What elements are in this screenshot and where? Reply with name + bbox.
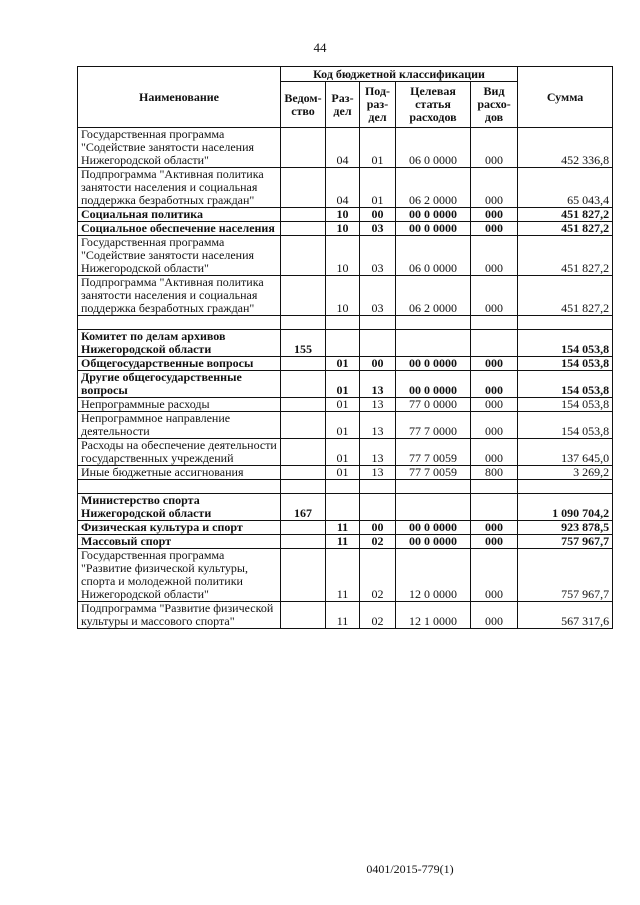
- empty-cell: [518, 316, 613, 330]
- row-razdel: 01: [326, 466, 360, 480]
- table-row: [78, 439, 613, 466]
- table-row: [78, 494, 613, 521]
- row-celevaya: 06 0 0000: [396, 236, 471, 276]
- row-name: Общегосударственные вопросы: [78, 357, 281, 371]
- table-row: [78, 168, 613, 208]
- row-summa: 137 645,0: [518, 439, 613, 466]
- row-summa: 451 827,2: [518, 208, 613, 222]
- row-name: Государственная программа "Развитие физической культуры, спорта и молодежной политики Нижегородской области": [78, 549, 281, 602]
- row-vedomstvo: [281, 398, 326, 412]
- row-celevaya: [396, 330, 471, 357]
- row-podrazdel: 00: [360, 208, 396, 222]
- row-podrazdel: 13: [360, 412, 396, 439]
- empty-cell: [78, 480, 281, 494]
- row-razdel: 01: [326, 371, 360, 398]
- row-podrazdel: 02: [360, 602, 396, 629]
- header-podrazdel: Под-раз-дел: [360, 82, 396, 128]
- row-vedomstvo: 167: [281, 494, 326, 521]
- table-row: [78, 222, 613, 236]
- row-celevaya: 06 2 0000: [396, 168, 471, 208]
- row-vedomstvo: [281, 412, 326, 439]
- row-name: Иные бюджетные ассигнования: [78, 466, 281, 480]
- row-podrazdel: 02: [360, 535, 396, 549]
- row-podrazdel: 00: [360, 521, 396, 535]
- row-name: Социальная политика: [78, 208, 281, 222]
- row-celevaya: 00 0 0000: [396, 222, 471, 236]
- table-row: [78, 330, 613, 357]
- row-razdel: 01: [326, 412, 360, 439]
- row-vid: 000: [471, 412, 518, 439]
- row-summa: 154 053,8: [518, 371, 613, 398]
- row-celevaya: 77 7 0059: [396, 439, 471, 466]
- row-razdel: 01: [326, 398, 360, 412]
- empty-cell: [360, 480, 396, 494]
- row-name: Государственная программа "Содействие занятости населения Нижегородской области": [78, 236, 281, 276]
- row-vid: 000: [471, 371, 518, 398]
- row-vid: 000: [471, 549, 518, 602]
- row-summa: 154 053,8: [518, 330, 613, 357]
- row-razdel: 04: [326, 168, 360, 208]
- row-vedomstvo: [281, 439, 326, 466]
- row-razdel: 04: [326, 128, 360, 168]
- row-podrazdel: 01: [360, 168, 396, 208]
- empty-cell: [471, 480, 518, 494]
- row-razdel: [326, 330, 360, 357]
- row-summa: 452 336,8: [518, 128, 613, 168]
- row-name: Государственная программа "Содействие занятости населения Нижегородской области": [78, 128, 281, 168]
- row-name: Другие общегосударственные вопросы: [78, 371, 281, 398]
- row-name: Физическая культура и спорт: [78, 521, 281, 535]
- row-podrazdel: 00: [360, 357, 396, 371]
- row-razdel: 10: [326, 276, 360, 316]
- table-row: [78, 412, 613, 439]
- empty-cell: [396, 316, 471, 330]
- row-vid: 000: [471, 276, 518, 316]
- table-header: [78, 67, 613, 128]
- row-razdel: 11: [326, 535, 360, 549]
- row-podrazdel: [360, 494, 396, 521]
- row-vid: 000: [471, 236, 518, 276]
- row-vid: 800: [471, 466, 518, 480]
- row-podrazdel: 03: [360, 276, 396, 316]
- row-celevaya: 00 0 0000: [396, 208, 471, 222]
- row-podrazdel: [360, 330, 396, 357]
- row-summa: 1 090 704,2: [518, 494, 613, 521]
- row-celevaya: [396, 494, 471, 521]
- row-celevaya: 00 0 0000: [396, 521, 471, 535]
- row-podrazdel: 13: [360, 398, 396, 412]
- row-vid: 000: [471, 222, 518, 236]
- row-vid: 000: [471, 521, 518, 535]
- empty-cell: [471, 316, 518, 330]
- table-row: [78, 602, 613, 629]
- table-body: [78, 128, 613, 629]
- row-celevaya: 00 0 0000: [396, 535, 471, 549]
- row-celevaya: 00 0 0000: [396, 357, 471, 371]
- table-row: [78, 466, 613, 480]
- row-razdel: 11: [326, 602, 360, 629]
- row-summa: 451 827,2: [518, 276, 613, 316]
- row-vid: 000: [471, 535, 518, 549]
- row-vedomstvo: [281, 549, 326, 602]
- row-razdel: 10: [326, 236, 360, 276]
- table-row: [78, 535, 613, 549]
- header-name: Наименование: [78, 67, 281, 128]
- table-row: [78, 128, 613, 168]
- row-summa: 154 053,8: [518, 398, 613, 412]
- budget-table: [77, 66, 613, 629]
- table-row: [78, 371, 613, 398]
- header-celevaya: Целевая статья расходов: [396, 82, 471, 128]
- spacer-row: [78, 480, 613, 494]
- row-name: Подпрограмма "Активная политика занятости населения и социальная поддержка безработных граждан": [78, 168, 281, 208]
- table-row: [78, 357, 613, 371]
- row-vedomstvo: [281, 128, 326, 168]
- row-name: Непрограммные расходы: [78, 398, 281, 412]
- row-summa: 3 269,2: [518, 466, 613, 480]
- empty-cell: [326, 316, 360, 330]
- row-vedomstvo: [281, 535, 326, 549]
- row-name: Социальное обеспечение населения: [78, 222, 281, 236]
- row-summa: 451 827,2: [518, 222, 613, 236]
- row-vedomstvo: [281, 222, 326, 236]
- row-summa: 757 967,7: [518, 549, 613, 602]
- row-celevaya: 00 0 0000: [396, 371, 471, 398]
- row-vedomstvo: [281, 236, 326, 276]
- row-vedomstvo: [281, 371, 326, 398]
- empty-cell: [78, 316, 281, 330]
- empty-cell: [281, 480, 326, 494]
- row-vid: 000: [471, 168, 518, 208]
- table-row: [78, 398, 613, 412]
- row-name: Министерство спорта Нижегородской области: [78, 494, 281, 521]
- row-vedomstvo: [281, 276, 326, 316]
- row-vid: 000: [471, 128, 518, 168]
- row-name: Комитет по делам архивов Нижегородской области: [78, 330, 281, 357]
- row-summa: 154 053,8: [518, 412, 613, 439]
- row-celevaya: 77 7 0059: [396, 466, 471, 480]
- row-summa: 567 317,6: [518, 602, 613, 629]
- row-vid: 000: [471, 357, 518, 371]
- row-podrazdel: 03: [360, 236, 396, 276]
- row-vedomstvo: 155: [281, 330, 326, 357]
- row-razdel: [326, 494, 360, 521]
- row-vid: 000: [471, 398, 518, 412]
- header-code-group: Код бюджетной классификации: [281, 67, 518, 82]
- spacer-row: [78, 316, 613, 330]
- row-vedomstvo: [281, 602, 326, 629]
- row-podrazdel: 13: [360, 466, 396, 480]
- row-podrazdel: 13: [360, 439, 396, 466]
- header-razdel: Раз-дел: [326, 82, 360, 128]
- table-row: [78, 236, 613, 276]
- row-name: Непрограммное направление деятельности: [78, 412, 281, 439]
- empty-cell: [518, 480, 613, 494]
- page-number: 44: [313, 40, 327, 55]
- row-vid: [471, 330, 518, 357]
- row-razdel: 10: [326, 222, 360, 236]
- row-vedomstvo: [281, 168, 326, 208]
- header-vid: Вид расхо-дов: [471, 82, 518, 128]
- header-summa: Сумма: [518, 67, 613, 128]
- empty-cell: [281, 316, 326, 330]
- row-razdel: 10: [326, 208, 360, 222]
- row-name: Подпрограмма "Активная политика занятости населения и социальная поддержка безработных граждан": [78, 276, 281, 316]
- row-razdel: 11: [326, 549, 360, 602]
- row-podrazdel: 01: [360, 128, 396, 168]
- row-vedomstvo: [281, 466, 326, 480]
- table-row: [78, 208, 613, 222]
- row-name: Подпрограмма "Развитие физической культуры и массового спорта": [78, 602, 281, 629]
- row-razdel: 01: [326, 357, 360, 371]
- empty-cell: [360, 316, 396, 330]
- row-vid: [471, 494, 518, 521]
- row-celevaya: 06 2 0000: [396, 276, 471, 316]
- row-summa: 154 053,8: [518, 357, 613, 371]
- row-celevaya: 12 0 0000: [396, 549, 471, 602]
- row-vedomstvo: [281, 357, 326, 371]
- document-code: 0401/2015-779(1): [366, 862, 454, 876]
- row-celevaya: 06 0 0000: [396, 128, 471, 168]
- row-summa: 65 043,4: [518, 168, 613, 208]
- row-vid: 000: [471, 602, 518, 629]
- row-podrazdel: 02: [360, 549, 396, 602]
- row-razdel: 01: [326, 439, 360, 466]
- empty-cell: [326, 480, 360, 494]
- row-podrazdel: 03: [360, 222, 396, 236]
- row-razdel: 11: [326, 521, 360, 535]
- row-summa: 923 878,5: [518, 521, 613, 535]
- table-row: [78, 549, 613, 602]
- row-summa: 451 827,2: [518, 236, 613, 276]
- empty-cell: [396, 480, 471, 494]
- row-celevaya: 77 0 0000: [396, 398, 471, 412]
- header-vedomstvo: Ведом-ство: [281, 82, 326, 128]
- row-name: Массовый спорт: [78, 535, 281, 549]
- row-summa: 757 967,7: [518, 535, 613, 549]
- row-vid: 000: [471, 208, 518, 222]
- row-vedomstvo: [281, 208, 326, 222]
- table-row: [78, 521, 613, 535]
- table-row: [78, 276, 613, 316]
- row-vedomstvo: [281, 521, 326, 535]
- row-name: Расходы на обеспечение деятельности государственных учреждений: [78, 439, 281, 466]
- row-celevaya: 12 1 0000: [396, 602, 471, 629]
- row-celevaya: 77 7 0000: [396, 412, 471, 439]
- row-vid: 000: [471, 439, 518, 466]
- row-podrazdel: 13: [360, 371, 396, 398]
